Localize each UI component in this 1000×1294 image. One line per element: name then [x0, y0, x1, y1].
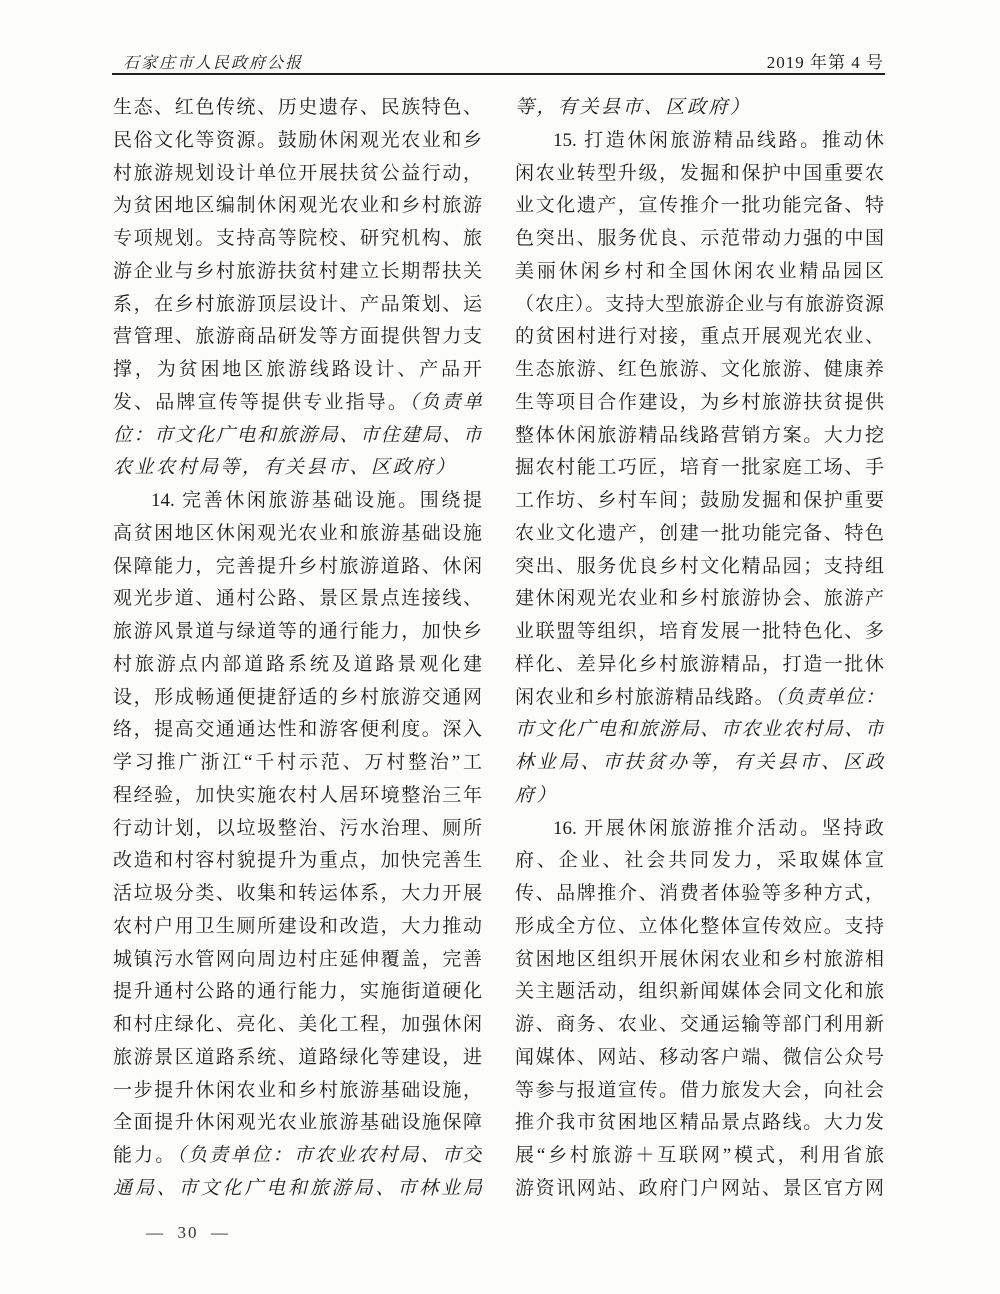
responsible-unit-text: 林业局、市扶贫办等，有关县市、区政: [515, 752, 884, 773]
body-text: 和村庄绿化、亮化、美化工程，加强休闲: [113, 1014, 482, 1035]
body-text: 闲农业和乡村旅游精品线路。: [515, 686, 775, 708]
body-text: 美丽休闲乡村和全国休闲农业精品园区: [515, 260, 884, 282]
text-line: [113, 583, 482, 616]
responsible-unit-text: 通局、市文化广电和旅游局、市林业局: [113, 1177, 482, 1199]
text-line: [515, 583, 884, 616]
text-line: [113, 911, 482, 944]
body-text: 旅游风景道与绿道等的通行能力，加快乡: [113, 621, 482, 642]
body-text: 农业文化遗产，创建一批功能完备、特色: [515, 522, 884, 544]
responsible-unit-text: （负责单位：: [774, 686, 884, 708]
text-line: [515, 387, 884, 420]
issue-number: 2019 年第 4 号: [766, 53, 884, 72]
body-text: 业文化遗产，宣传推介一批功能完备、特: [515, 195, 884, 217]
page-header: [113, 48, 884, 73]
text-line: [113, 1009, 482, 1042]
body-text: 营管理、旅游商品研发等方面提供智力支: [113, 326, 482, 348]
responsible-unit-text: 等，有关县市、区政府）: [515, 97, 752, 118]
text-line: [113, 682, 482, 715]
body-text: 行动计划，以垃圾整治、污水治理、厕所: [113, 817, 482, 839]
text-line: [515, 976, 884, 1009]
text-line: [113, 92, 482, 125]
body-text: 撑，为贫困地区旅游线路设计、产品开: [113, 359, 482, 380]
body-text: 14. 完善休闲旅游基础设施。围绕提: [151, 490, 482, 511]
text-line: [515, 190, 884, 223]
text-line: [515, 747, 884, 780]
text-line: [113, 976, 482, 1009]
body-text: 一步提升休闲农业和乡村旅游基础设施，: [113, 1079, 482, 1101]
body-text: 游、商务、农业、交通运输等部门利用新: [515, 1014, 884, 1035]
text-line: [113, 518, 482, 551]
body-text: 高贫困地区休闲观光农业和旅游基础设施: [113, 522, 482, 544]
text-line: [113, 223, 482, 256]
text-line: [515, 878, 884, 911]
body-text: 关主题活动，组织新闻媒体会同文化和旅: [515, 981, 884, 1003]
text-line: [515, 256, 884, 289]
text-line: [515, 616, 884, 649]
body-text: 系，在乡村旅游顶层设计、产品策划、运: [113, 293, 482, 315]
page-footer: [121, 1203, 230, 1263]
text-line: [515, 289, 884, 322]
body-text: 民俗文化等资源。鼓励休闲观光农业和乡: [113, 129, 482, 151]
text-line: [113, 158, 482, 191]
text-line: [113, 714, 482, 747]
body-text: 闲农业转型升级，发掘和保护中国重要农: [515, 162, 884, 184]
text-line: [113, 1075, 482, 1108]
body-text: 设，形成畅通便捷舒适的乡村旅游交通网: [113, 686, 482, 708]
text-line: [113, 551, 482, 584]
text-line: [515, 845, 884, 878]
body-text: 发、品牌宣传等提供专业指导。: [113, 391, 410, 413]
body-text: 生态旅游、红色旅游、文化旅游、健康养: [515, 359, 884, 380]
right-column: [515, 92, 884, 1206]
body-text: 样化、差异化乡村旅游精品，打造一批休: [515, 653, 884, 675]
text-line: [113, 452, 482, 485]
body-text: 学习推广浙江“千村示范、万村整治”工: [113, 752, 482, 773]
text-line: [113, 190, 482, 223]
body-text: 府、企业、社会共同发力，采取媒体宣: [515, 850, 884, 872]
text-line: [113, 1107, 482, 1140]
body-text: 16. 开展休闲旅游推介活动。坚持政: [553, 817, 884, 839]
text-line: [515, 1009, 884, 1042]
document-body: [113, 92, 884, 1206]
text-line: [113, 649, 482, 682]
body-text: 掘农村能工巧匠，培育一批家庭工场、手: [515, 457, 884, 479]
text-line: [113, 780, 482, 813]
body-text: 整体休闲旅游精品线路营销方案。大力挖: [515, 424, 884, 446]
text-line: [515, 485, 884, 518]
body-text: 生态、红色传统、历史遗存、民族特色、: [113, 97, 482, 118]
text-line: [515, 92, 884, 125]
text-line: [113, 813, 482, 846]
text-line: [515, 354, 884, 387]
text-line: [113, 616, 482, 649]
text-line: [113, 1042, 482, 1075]
text-line: [515, 125, 884, 158]
body-text: 活垃圾分类、收集和转运体系，大力开展: [113, 883, 482, 904]
text-line: [515, 1140, 884, 1173]
text-line: [113, 1140, 482, 1173]
text-line: [515, 518, 884, 551]
body-text: 程经验，加快实施农村人居环境整治三年: [113, 784, 482, 806]
body-text: 改造和村容村貌提升为重点，加快完善生: [113, 850, 482, 872]
body-text: 农村户用卫生厕所建设和改造，大力推动: [113, 915, 482, 937]
text-line: [515, 158, 884, 191]
body-text: 为贫困地区编制休闲观光农业和乡村旅游: [113, 195, 482, 217]
body-text: 能力。: [113, 1145, 177, 1166]
text-line: [515, 223, 884, 256]
body-text: 生等项目合作建设，为乡村旅游扶贫提供: [515, 391, 884, 413]
body-text: 全面提升休闲观光农业旅游基础设施保障: [113, 1112, 482, 1134]
body-text: 观光步道、通村公路、景区景点连接线、: [113, 588, 482, 610]
body-text: 专项规划。支持高等院校、研究机构、旅: [113, 228, 482, 249]
text-line: [515, 1173, 884, 1206]
body-text: 村旅游点内部道路系统及道路景观化建: [113, 653, 482, 675]
gazette-title: 石家庄市人民政府公报: [123, 55, 304, 72]
responsible-unit-text: 位：市文化广电和旅游局、市住建局、市: [113, 424, 482, 446]
text-line: [113, 256, 482, 289]
body-text: 的贫困村进行对接，重点开展观光农业、: [515, 326, 884, 348]
responsible-unit-text: 市文化广电和旅游局、市农业农村局、市: [515, 719, 884, 741]
text-line: [515, 813, 884, 846]
text-line: [113, 845, 482, 878]
responsible-unit-text: （负责单: [409, 391, 482, 413]
text-line: [515, 944, 884, 977]
text-line: [515, 420, 884, 453]
body-text: 等参与报道宣传。借力旅发大会，向社会: [515, 1079, 884, 1101]
body-text: 贫困地区组织开展休闲农业和乡村旅游相: [515, 948, 884, 970]
body-text: 色突出、服务优良、示范带动力强的中国: [515, 228, 884, 249]
text-line: [113, 125, 482, 158]
text-line: [515, 1075, 884, 1108]
text-line: [515, 452, 884, 485]
body-text: 突出、服务优良乡村文化精品园；支持组: [515, 555, 884, 577]
body-text: 推介我市贫困地区精品景点路线。大力发: [515, 1112, 884, 1134]
text-line: [515, 911, 884, 944]
body-text: 城镇污水管网向周边村庄延伸覆盖，完善: [113, 948, 482, 970]
text-line: [113, 289, 482, 322]
text-line: [515, 780, 884, 813]
text-line: [515, 714, 884, 747]
text-line: [113, 321, 482, 354]
body-text: 传、品牌推介、消费者体验等多种方式，: [515, 883, 884, 904]
text-line: [113, 354, 482, 387]
text-line: [515, 1042, 884, 1075]
page-number: — 30 —: [146, 1223, 230, 1242]
text-line: [515, 649, 884, 682]
text-line: [515, 321, 884, 354]
text-line: [113, 420, 482, 453]
text-line: [113, 944, 482, 977]
text-line: [113, 1173, 482, 1206]
body-text: 络，提高交通通达性和游客便利度。深入: [113, 719, 482, 741]
body-text: （农庄）。支持大型旅游企业与有旅游资源: [515, 293, 884, 315]
responsible-unit-text: 农业农村局等，有关县市、区政府）: [113, 457, 458, 479]
text-line: [515, 682, 884, 715]
body-text: 业联盟等组织，培育发展一批特色化、多: [515, 621, 884, 642]
body-text: 提升通村公路的通行能力，实施街道硬化: [113, 981, 482, 1003]
text-line: [515, 1107, 884, 1140]
body-text: 保障能力，完善提升乡村旅游道路、休闲: [113, 555, 482, 577]
responsible-unit-text: 府）: [515, 784, 559, 806]
body-text: 展“乡村旅游＋互联网”模式，利用省旅: [515, 1145, 884, 1166]
body-text: 15. 打造休闲旅游精品线路。推动休: [553, 129, 884, 151]
header-rule: [112, 73, 885, 75]
text-line: [515, 551, 884, 584]
body-text: 游资讯网站、政府门户网站、景区官方网: [515, 1177, 884, 1199]
body-text: 形成全方位、立体化整体宣传效应。支持: [515, 915, 884, 937]
text-line: [113, 878, 482, 911]
body-text: 闻媒体、网站、移动客户端、微信公众号: [515, 1046, 884, 1068]
body-text: 旅游景区道路系统、道路绿化等建设，进: [113, 1046, 482, 1068]
text-line: [113, 485, 482, 518]
text-line: [113, 747, 482, 780]
body-text: 游企业与乡村旅游扶贫村建立长期帮扶关: [113, 260, 482, 282]
body-text: 工作坊、乡村车间；鼓励发掘和保护重要: [515, 490, 884, 511]
body-text: 建休闲观光农业和乡村旅游协会、旅游产: [515, 588, 884, 610]
body-text: 村旅游规划设计单位开展扶贫公益行动，: [113, 162, 482, 184]
text-line: [113, 387, 482, 420]
left-column: [113, 92, 482, 1206]
responsible-unit-text: （负责单位：市农业农村局、市交: [176, 1145, 482, 1166]
